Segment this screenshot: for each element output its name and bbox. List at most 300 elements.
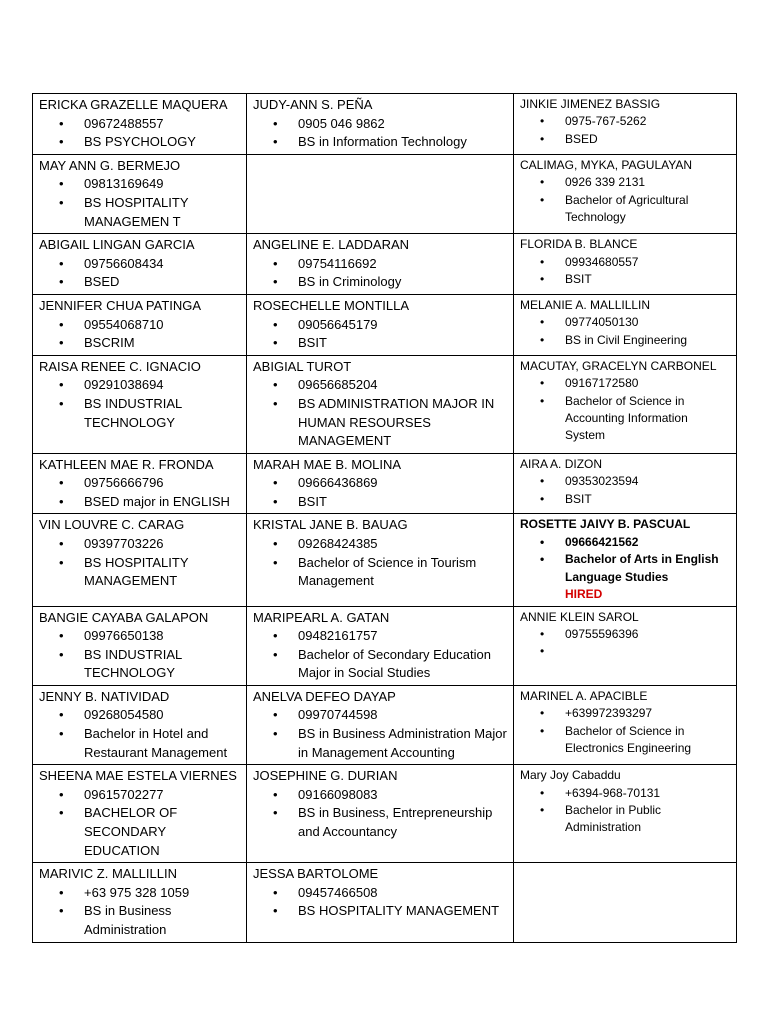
contact-phone <box>39 175 240 194</box>
contact-name: MELANIE A. MALLILLIN <box>520 297 651 312</box>
contact-phone <box>39 474 240 493</box>
phone-number: 09291038694 <box>84 377 164 393</box>
contact-name: MAY ANN G. BERMEJO <box>39 157 181 173</box>
course-name: Bachelor of Science in Tourism Management <box>298 554 477 589</box>
contact-course <box>520 802 730 837</box>
contact-details-list <box>253 316 507 353</box>
contact-cell <box>514 514 737 606</box>
bullet-icon: • <box>540 376 545 391</box>
contact-course <box>253 334 507 353</box>
bullet-icon: • <box>540 114 545 129</box>
phone-number: 09656685204 <box>298 377 378 393</box>
contact-phone <box>39 316 240 335</box>
bullet-icon: • <box>273 316 278 332</box>
contact-entry <box>39 96 240 152</box>
contact-entry <box>253 767 507 841</box>
phone-number: 09934680557 <box>565 254 639 269</box>
bullet-icon: • <box>540 254 545 269</box>
table-row <box>33 606 737 685</box>
contact-course <box>253 273 507 292</box>
contact-phone <box>253 376 507 395</box>
contact-entry <box>520 157 730 227</box>
contact-phone <box>253 706 507 725</box>
contact-cell <box>247 94 514 155</box>
phone-number: 09554068710 <box>84 316 164 332</box>
contact-cell <box>247 685 514 764</box>
phone-number: 09482161757 <box>298 628 378 644</box>
contact-entry <box>253 358 507 451</box>
bullet-icon: • <box>59 554 64 570</box>
contact-cell <box>514 685 737 764</box>
course-name: BS in Information Technology <box>298 134 467 150</box>
contact-name: KRISTAL JANE B. BAUAG <box>253 517 408 533</box>
contact-cell <box>514 94 737 155</box>
bullet-icon: • <box>59 176 64 192</box>
contact-course <box>253 725 507 762</box>
contact-phone <box>520 473 730 490</box>
contact-course <box>39 395 240 432</box>
contact-course <box>39 273 240 292</box>
contact-course <box>253 395 507 451</box>
contact-details-list <box>39 884 240 940</box>
contact-entry <box>253 609 507 683</box>
contact-entry <box>39 297 240 353</box>
phone-number: 09457466508 <box>298 884 378 900</box>
contact-phone <box>520 254 730 271</box>
contact-entry <box>39 609 240 683</box>
contact-name: JINKIE JIMENEZ BASSIG <box>520 97 661 111</box>
contact-entry <box>39 865 240 939</box>
contact-details-list <box>39 706 240 762</box>
contact-phone <box>520 705 730 722</box>
contact-name: KATHLEEN MAE R. FRONDA <box>39 456 214 472</box>
contact-name: VIN LOUVRE C. CARAG <box>39 517 185 533</box>
contact-entry <box>253 865 507 921</box>
contact-phone <box>520 375 730 392</box>
bullet-icon: • <box>59 903 64 919</box>
bullet-icon: • <box>540 626 545 641</box>
bullet-icon: • <box>273 255 278 271</box>
table-row <box>33 453 737 514</box>
contact-name: MARAH MAE B. MOLINA <box>253 456 402 472</box>
course-name: BSIT <box>565 271 592 286</box>
contact-details-list <box>520 785 730 837</box>
table-row <box>33 355 737 453</box>
table-row <box>33 294 737 355</box>
course-name: BS HOSPITALITY MANAGEMENT <box>298 903 500 919</box>
bullet-icon: • <box>273 903 278 919</box>
course-name: BS INDUSTRIAL TECHNOLOGY <box>84 646 182 681</box>
contact-entry <box>520 516 730 603</box>
bullet-icon: • <box>273 786 278 802</box>
course-name: Bachelor in Public Administration <box>565 803 662 835</box>
contact-course <box>253 493 507 512</box>
course-name: BSED <box>565 131 598 146</box>
contact-course <box>520 551 730 586</box>
course-name: BS in Civil Engineering <box>565 332 688 347</box>
contact-phone <box>253 255 507 274</box>
contact-name: RAISA RENEE C. IGNACIO <box>39 358 201 374</box>
contact-details-list <box>520 626 730 661</box>
table-row <box>33 514 737 606</box>
bullet-icon: • <box>59 646 64 662</box>
course-name: BS in Business Administration <box>84 903 172 937</box>
contact-name: BANGIE CAYABA GALAPON <box>39 609 209 625</box>
course-name: BS in Business, Entrepreneurship and Accountancy <box>298 805 493 840</box>
course-name: BSCRIM <box>84 335 135 351</box>
contact-phone <box>520 174 730 191</box>
phone-number: 09056645179 <box>298 316 378 332</box>
contact-phone <box>39 706 240 725</box>
bullet-icon: • <box>273 726 278 742</box>
contact-details-list <box>39 474 240 511</box>
phone-number: 09970744598 <box>298 707 378 723</box>
bullet-icon: • <box>59 786 64 802</box>
contact-entry <box>253 456 507 512</box>
bullet-icon: • <box>273 554 278 570</box>
contact-details-list <box>253 474 507 511</box>
course-name: Bachelor of Arts in English Language Studies <box>565 552 719 584</box>
contact-course <box>520 192 730 227</box>
bullet-icon: • <box>540 803 545 818</box>
bullet-icon: • <box>59 475 64 491</box>
phone-number: 0926 339 2131 <box>565 175 646 190</box>
contact-phone <box>39 115 240 134</box>
contact-name: ABIGIAL TUROT <box>253 358 352 374</box>
contact-cell <box>247 453 514 514</box>
phone-number: 0905 046 9862 <box>298 115 385 131</box>
bullet-icon: • <box>273 115 278 131</box>
contact-name: ROSETTE JAIVY B. PASCUAL <box>520 517 691 532</box>
contact-phone <box>39 376 240 395</box>
contact-details-list <box>520 375 730 445</box>
contact-phone <box>253 535 507 554</box>
contact-entry <box>520 688 730 758</box>
contact-details-list <box>253 706 507 762</box>
roster-body <box>33 94 737 943</box>
contact-name: ANGELINE E. LADDARAN <box>253 237 410 253</box>
contact-course <box>39 804 240 860</box>
contact-name: ERICKA GRAZELLE MAQUERA <box>39 97 228 112</box>
contact-cell <box>33 863 247 942</box>
phone-number: 09672488557 <box>84 115 164 131</box>
bullet-icon: • <box>540 706 545 721</box>
contact-course <box>39 902 240 939</box>
contact-cell <box>514 294 737 355</box>
contact-cell <box>514 154 737 233</box>
contact-course <box>520 393 730 445</box>
contact-cell <box>247 294 514 355</box>
phone-number: 09397703226 <box>84 536 164 552</box>
contact-cell <box>33 94 247 155</box>
bullet-icon: • <box>59 255 64 271</box>
contact-course <box>253 804 507 841</box>
contact-phone <box>39 535 240 554</box>
phone-number: 09756666796 <box>84 475 164 491</box>
contact-cell <box>33 294 247 355</box>
contact-details-list <box>253 115 507 152</box>
contact-cell <box>514 863 737 942</box>
contact-details-list <box>520 314 730 349</box>
contact-phone <box>520 113 730 130</box>
contact-entry <box>520 609 730 662</box>
contact-details-list <box>39 627 240 683</box>
phone-number: 09167172580 <box>565 376 639 391</box>
bullet-icon: • <box>59 377 64 393</box>
bullet-icon: • <box>273 536 278 552</box>
contact-course <box>39 334 240 353</box>
contact-entry <box>520 297 730 349</box>
contact-cell <box>33 765 247 863</box>
contact-details-list <box>39 115 240 152</box>
bullet-icon: • <box>273 707 278 723</box>
contact-phone <box>520 534 730 551</box>
phone-number: 09755596396 <box>565 626 639 641</box>
contact-details-list <box>520 705 730 757</box>
contact-cell <box>33 606 247 685</box>
contact-entry <box>39 688 240 762</box>
bullet-icon: • <box>273 493 278 509</box>
contact-phone <box>39 786 240 805</box>
contact-course <box>253 133 507 152</box>
bullet-icon: • <box>273 395 278 411</box>
contact-name: FLORIDA B. BLANCE <box>520 237 638 252</box>
table-row <box>33 154 737 233</box>
bullet-icon: • <box>59 493 64 509</box>
bullet-icon: • <box>59 274 64 290</box>
contact-course <box>520 271 730 288</box>
contact-course <box>520 332 730 349</box>
bullet-icon: • <box>59 395 64 411</box>
contact-cell <box>247 355 514 453</box>
contact-entry <box>39 358 240 432</box>
course-name: BSED <box>84 274 120 290</box>
phone-number: 09166098083 <box>298 786 378 802</box>
contact-phone <box>39 884 240 903</box>
course-name: Bachelor of Agricultural Technology <box>565 192 689 224</box>
bullet-icon: • <box>59 726 64 742</box>
phone-number: 09666436869 <box>298 475 378 491</box>
bullet-icon: • <box>59 628 64 644</box>
course-name: Bachelor in Hotel and Restaurant Management <box>84 726 228 760</box>
bullet-icon: • <box>273 628 278 644</box>
contact-details-list <box>253 535 507 591</box>
phone-number: 09774050130 <box>565 315 639 330</box>
bullet-icon: • <box>540 785 545 800</box>
contact-course <box>520 491 730 508</box>
course-name: BS HOSPITALITY MANAGEMEN T <box>84 194 189 229</box>
contact-cell <box>247 606 514 685</box>
contact-entry <box>253 688 507 762</box>
table-row <box>33 685 737 764</box>
course-name: BS in Business Administration Major in Management Accounting <box>298 726 507 760</box>
bullet-icon: • <box>273 274 278 290</box>
contact-details-list <box>39 255 240 292</box>
contact-course <box>520 643 730 661</box>
contact-name: MARIVIC Z. MALLILLIN <box>39 866 177 882</box>
contact-entry <box>520 96 730 148</box>
contact-entry <box>520 358 730 445</box>
contact-cell <box>247 234 514 295</box>
contact-cell <box>247 154 514 233</box>
contact-course <box>39 133 240 152</box>
phone-number: 09666421562 <box>565 534 639 549</box>
bullet-icon: • <box>59 115 64 131</box>
contact-entry <box>39 157 240 231</box>
contact-entry <box>39 456 240 512</box>
contact-name: ROSECHELLE MONTILLA <box>253 297 410 313</box>
bullet-icon: • <box>273 377 278 393</box>
course-name: Bachelor of Science in Electronics Engineering <box>565 723 692 756</box>
contact-name: JUDY-ANN S. PEÑA <box>253 97 373 112</box>
phone-number: 09813169649 <box>84 176 164 192</box>
contact-phone <box>253 474 507 493</box>
bullet-icon: • <box>273 335 278 351</box>
contact-course <box>253 646 507 683</box>
contact-name: MARIPEARL A. GATAN <box>253 609 390 625</box>
contact-entry <box>39 767 240 860</box>
contact-entry <box>253 516 507 590</box>
bullet-icon: • <box>540 175 545 190</box>
contact-cell <box>33 685 247 764</box>
bullet-icon: • <box>540 491 545 506</box>
table-row <box>33 765 737 863</box>
contact-name: Mary Joy Cabaddu <box>520 768 621 783</box>
phone-number: 09615702277 <box>84 786 164 802</box>
table-row <box>33 94 737 155</box>
contact-course <box>253 902 507 921</box>
contact-course <box>39 554 240 591</box>
course-name: BS ADMINISTRATION MAJOR IN HUMAN RESOURSES MANAGEMENT <box>298 395 495 449</box>
contact-course <box>39 646 240 683</box>
bullet-icon: • <box>540 131 545 146</box>
phone-number: 09976650138 <box>84 628 164 644</box>
contact-details-list <box>39 316 240 353</box>
contact-course <box>39 194 240 231</box>
contact-cell <box>33 154 247 233</box>
contact-name: JOSEPHINE G. DURIAN <box>253 768 398 784</box>
bullet-icon: • <box>540 315 545 330</box>
contact-name: MARINEL A. APACIBLE <box>520 688 648 703</box>
contact-cell <box>33 453 247 514</box>
contact-cell <box>33 234 247 295</box>
course-name: BSIT <box>298 335 327 351</box>
contact-roster-table <box>32 93 737 943</box>
contact-phone <box>39 627 240 646</box>
contact-name: MACUTAY, GRACELYN CARBONEL <box>520 358 717 373</box>
contact-cell <box>514 765 737 863</box>
bullet-icon: • <box>273 805 278 821</box>
contact-cell <box>514 453 737 514</box>
bullet-icon: • <box>540 192 545 207</box>
contact-name: CALIMAG, MYKA, PAGULAYAN <box>520 157 693 172</box>
phone-number: 09268054580 <box>84 707 164 723</box>
contact-entry <box>253 96 507 152</box>
phone-number: +6394-968-70131 <box>565 785 661 800</box>
course-name: BS HOSPITALITY MANAGEMENT <box>84 554 189 589</box>
contact-phone <box>253 627 507 646</box>
bullet-icon: • <box>273 884 278 900</box>
bullet-icon: • <box>540 332 545 347</box>
bullet-icon: • <box>540 644 545 659</box>
contact-name: JENNY B. NATIVIDAD <box>39 688 170 704</box>
bullet-icon: • <box>59 316 64 332</box>
contact-name: SHEENA MAE ESTELA VIERNES <box>39 768 237 784</box>
bullet-icon: • <box>540 474 545 489</box>
contact-course <box>520 131 730 148</box>
contact-cell <box>514 355 737 453</box>
bullet-icon: • <box>540 723 545 738</box>
course-name: Bachelor of Secondary Education Major in Social Studies <box>298 646 491 681</box>
contact-course <box>39 725 240 762</box>
phone-number: 09754116692 <box>298 255 377 271</box>
contact-course <box>39 493 240 512</box>
phone-number: 09353023594 <box>565 474 639 489</box>
contact-name: JENNIFER CHUA PATINGA <box>39 297 202 313</box>
table-row <box>33 863 737 942</box>
contact-name: ABIGAIL LINGAN GARCIA <box>39 237 195 253</box>
phone-number: +639972393297 <box>565 706 653 721</box>
contact-entry <box>253 236 507 292</box>
bullet-icon: • <box>59 194 64 210</box>
course-name: BS INDUSTRIAL TECHNOLOGY <box>84 395 182 430</box>
contact-name: AIRA A. DIZON <box>520 456 603 471</box>
contact-cell <box>514 606 737 685</box>
phone-number: 09756608434 <box>84 255 164 271</box>
bullet-icon: • <box>273 646 278 662</box>
contact-phone <box>253 115 507 134</box>
bullet-icon: • <box>59 536 64 552</box>
contact-details-list <box>39 535 240 591</box>
contact-phone <box>39 255 240 274</box>
bullet-icon: • <box>273 134 278 150</box>
bullet-icon: • <box>59 134 64 150</box>
contact-details-list <box>253 884 507 921</box>
contact-entry <box>39 516 240 590</box>
bullet-icon: • <box>59 335 64 351</box>
contact-cell <box>33 514 247 606</box>
contact-details-list <box>253 627 507 683</box>
contact-phone <box>253 884 507 903</box>
phone-number: +63 975 328 1059 <box>84 884 190 900</box>
contact-details-list <box>39 175 240 231</box>
phone-number: 09268424385 <box>298 536 378 552</box>
bullet-icon: • <box>59 707 64 723</box>
bullet-icon: • <box>540 271 545 286</box>
contact-details-list <box>520 254 730 289</box>
bullet-icon: • <box>540 393 545 408</box>
status-badge: HIRED <box>565 587 603 602</box>
contact-cell <box>247 514 514 606</box>
contact-details-list <box>39 376 240 432</box>
bullet-icon: • <box>59 884 64 900</box>
bullet-icon: • <box>540 534 545 549</box>
contact-course <box>520 723 730 758</box>
contact-phone <box>520 785 730 802</box>
contact-cell <box>247 765 514 863</box>
contact-details-list <box>520 534 730 586</box>
course-name: BS in Criminology <box>298 274 402 290</box>
contact-details-list <box>253 786 507 842</box>
contact-entry <box>253 297 507 353</box>
contact-cell <box>33 355 247 453</box>
course-name: BACHELOR OF SECONDARY EDUCATION <box>84 805 178 858</box>
course-name: Bachelor of Science in Accounting Information System <box>565 393 688 443</box>
contact-entry <box>520 456 730 508</box>
contact-phone <box>253 786 507 805</box>
course-name: BSIT <box>298 493 327 509</box>
contact-name: ANELVA DEFEO DAYAP <box>253 688 396 704</box>
